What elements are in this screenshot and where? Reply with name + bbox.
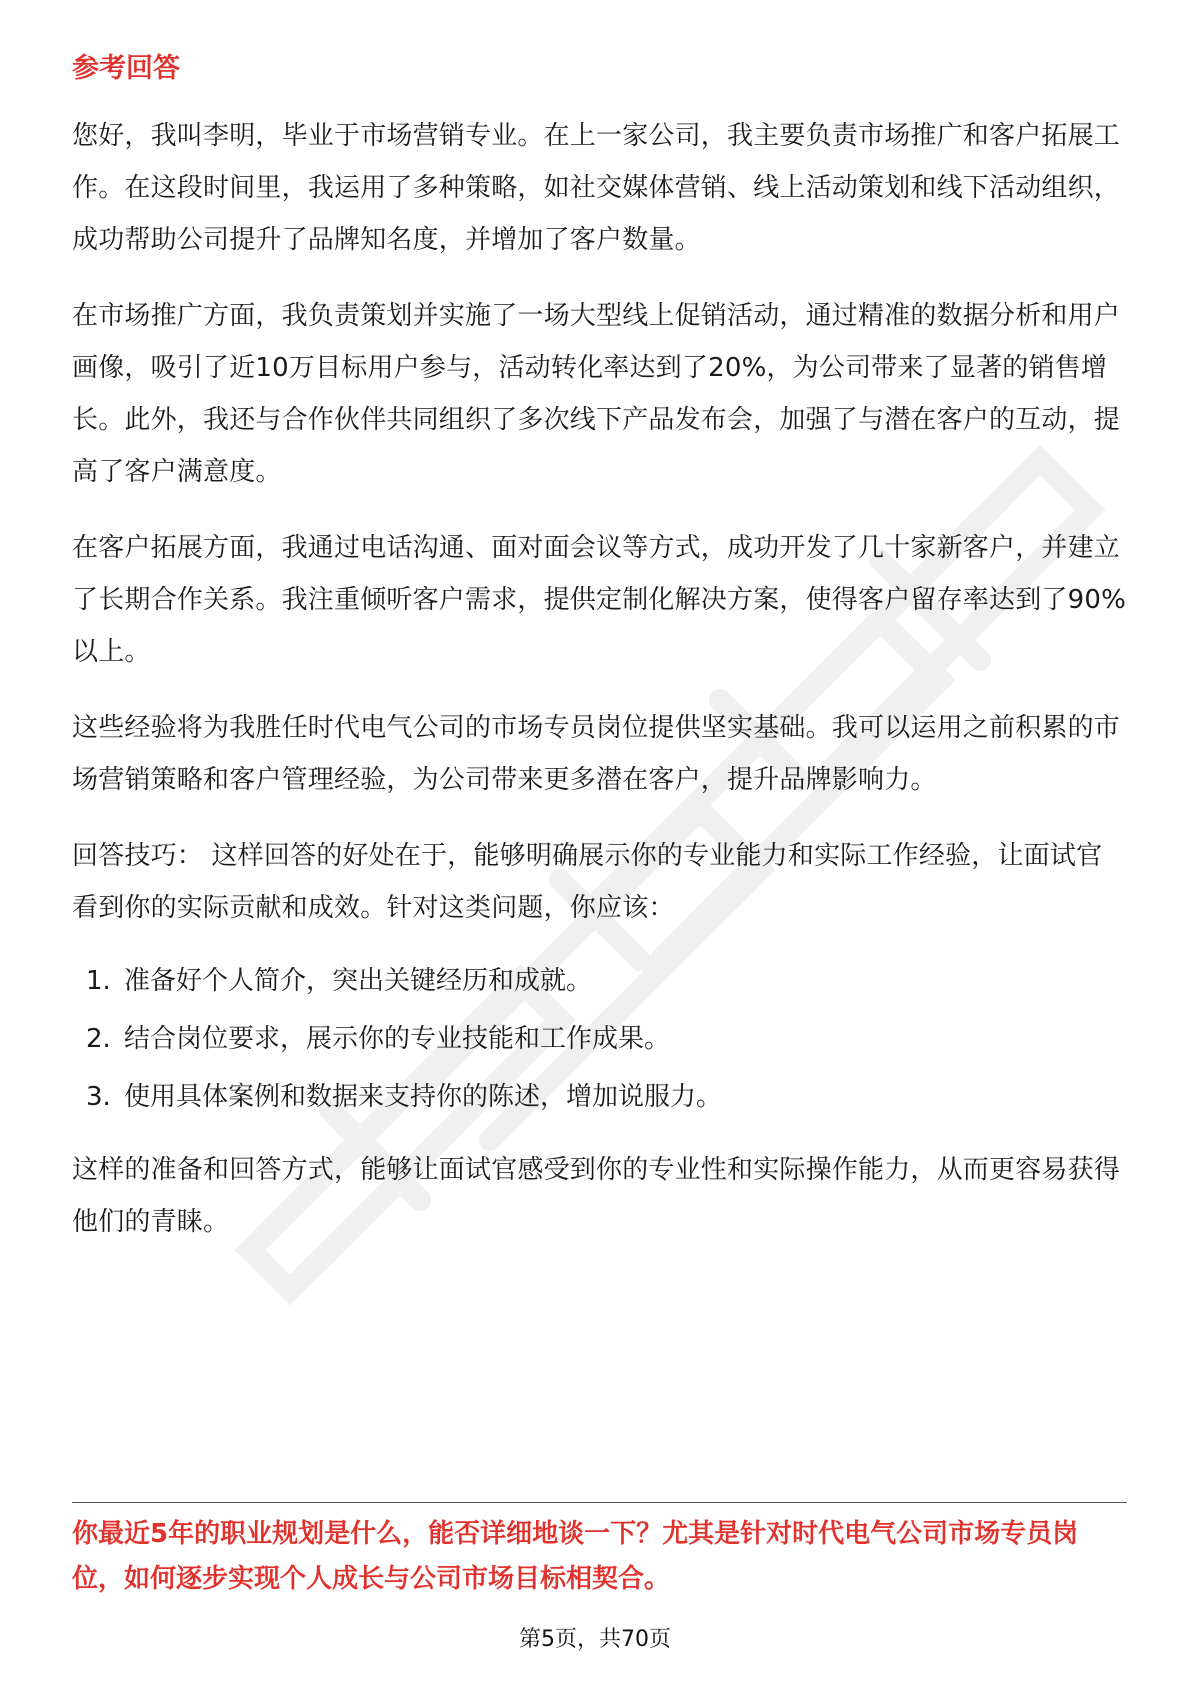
tips-list <box>72 952 1127 1126</box>
list-item <box>86 1068 1127 1126</box>
tips-paragraph: 回答技巧： 这样回答的好处在于，能够明确展示你的专业能力和实际工作经验，让面试官看到你的实际贡献和成效。针对这类问题，你应该： <box>72 841 1103 923</box>
answer-paragraph-1: 您好，我叫李明，毕业于市场营销专业。在上一家公司，我主要负责市场推广和客户拓展工作。在这段时间里，我运用了多种策略，如社交媒体营销、线上活动策划和线下活动组织，成功帮助公司提升了品牌知名度，并增加了客户数量。 <box>72 121 1121 255</box>
list-item <box>86 1010 1127 1068</box>
list-item <box>86 952 1127 1010</box>
list-item-number: 3. <box>86 1082 111 1112</box>
next-question-heading: 你最近5年的职业规划是什么，能否详细地谈一下？尤其是针对时代电气公司市场专员岗位，如何逐步实现个人成长与公司市场目标相契合。 <box>72 1519 1079 1594</box>
answer-paragraph-3: 在客户拓展方面，我通过电话沟通、面对面会议等方式，成功开发了几十家新客户，并建立了长期合作关系。我注重倾听客户需求，提供定制化解决方案，使得客户留存率达到了90%以上。 <box>72 533 1126 667</box>
page-number: 第5页，共70页 <box>519 1627 671 1652</box>
closing-paragraph: 这样的准备和回答方式，能够让面试官感受到你的专业性和实际操作能力，从而更容易获得他们的青睐。 <box>72 1155 1121 1237</box>
list-item-text: 使用具体案例和数据来支持你的陈述，增加说服力。 <box>124 1082 723 1112</box>
answer-paragraph-4: 这些经验将为我胜任时代电气公司的市场专员岗位提供坚实基础。我可以运用之前积累的市场营销策略和客户管理经验，为公司带来更多潜在客户，提升品牌影响力。 <box>72 713 1121 795</box>
answer-paragraph-2: 在市场推广方面，我负责策划并实施了一场大型线上促销活动，通过精准的数据分析和用户画像，吸引了近10万目标用户参与，活动转化率达到了20%，为公司带来了显著的销售增长。此外，我还与合作伙伴共同组织了多次线下产品发布会，加强了与潜在客户的互动，提高了客户满意度。 <box>72 301 1121 487</box>
section-heading: 参考回答 <box>72 53 180 84</box>
list-item-text: 准备好个人简介，突出关键经历和成就。 <box>124 966 593 996</box>
list-item-number: 2. <box>86 1024 111 1054</box>
list-item-number: 1. <box>86 966 111 996</box>
list-item-text: 结合岗位要求，展示你的专业技能和工作成果。 <box>124 1024 671 1054</box>
page-content <box>72 40 1127 1248</box>
section-divider <box>72 1502 1127 1503</box>
